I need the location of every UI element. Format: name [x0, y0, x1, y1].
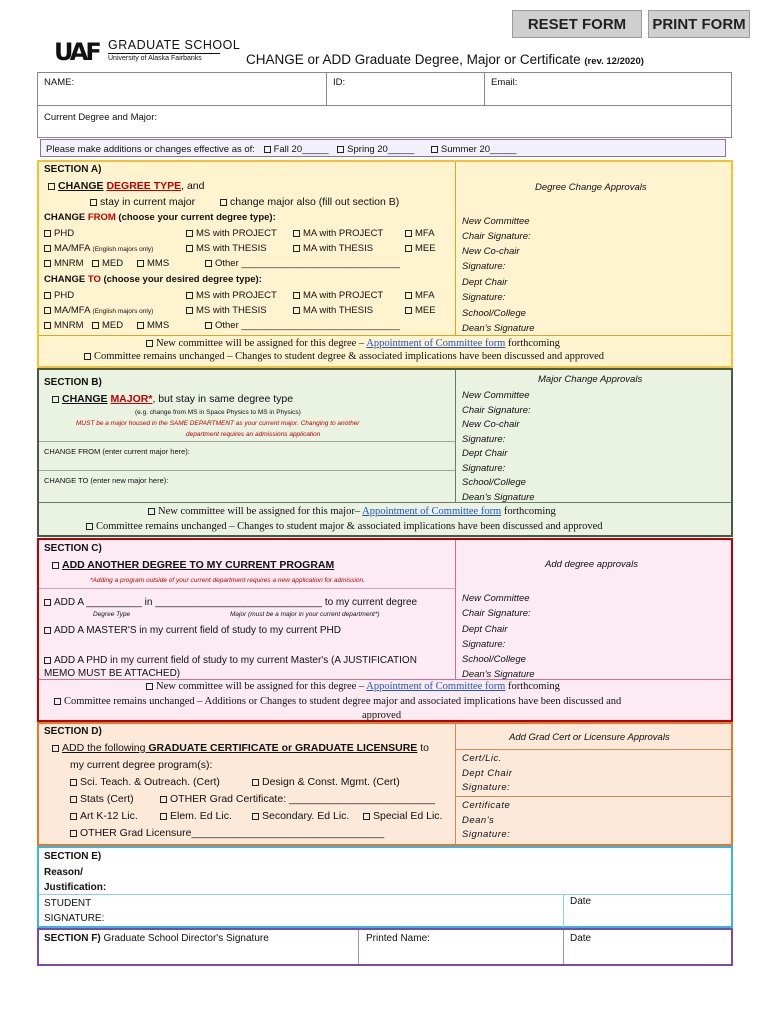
new-committee-checkbox-c[interactable]: New committee will be assigned for this degree – Appointment of Committee form forthcoming: [146, 681, 560, 692]
add-cert-checkbox[interactable]: ADD the following GRADUATE CERTIFICATE or GRADUATE LICENSURE to: [52, 742, 429, 754]
section-c-heading: SECTION C): [44, 543, 102, 554]
from-mnrm[interactable]: MNRM: [44, 258, 84, 269]
to-ma-thesis[interactable]: MA with THESIS: [293, 305, 373, 316]
approval-cert-dept-chair[interactable]: Cert/Lic. Dept Chair Signature:: [462, 753, 513, 793]
email-label: Email:: [491, 77, 518, 88]
summer-checkbox[interactable]: Summer 20_____: [431, 144, 517, 155]
section-b-heading: SECTION B): [44, 377, 102, 388]
approval-co-chair-b[interactable]: New Co-chair Signature:: [462, 419, 520, 445]
from-med[interactable]: MED: [92, 258, 123, 269]
from-ma-thesis[interactable]: MA with THESIS: [293, 243, 373, 254]
divider: [39, 335, 731, 336]
to-ma-mfa[interactable]: MA/MFA (English majors only): [44, 305, 153, 316]
effective-text: Please make additions or changes effective as of: Fall 20_____ Spring 20_____ Summer 20_____: [46, 144, 517, 155]
cert-stats[interactable]: Stats (Cert): [70, 793, 134, 805]
director-signature[interactable]: SECTION F) Graduate School Director's Signature: [44, 933, 269, 944]
divider: [455, 724, 456, 845]
approval-dean[interactable]: School/College Dean's Signature: [462, 308, 535, 334]
student-date[interactable]: Date: [570, 896, 592, 907]
divider: [456, 796, 731, 797]
lic-art[interactable]: Art K-12 Lic.: [70, 810, 138, 822]
change-from-label: CHANGE FROM (choose your current degree type):: [44, 212, 276, 223]
from-ms-project[interactable]: MS with PROJECT: [186, 228, 277, 239]
cert-approvals-heading: Add Grad Cert or Licensure Approvals: [509, 732, 670, 743]
divider: [563, 894, 564, 927]
reset-form-button[interactable]: RESET FORM: [512, 10, 642, 38]
from-ma-project[interactable]: MA with PROJECT: [293, 228, 383, 239]
new-committee-checkbox-a[interactable]: New committee will be assigned for this degree – Appointment of Committee form forthcoming: [146, 338, 560, 349]
approval-committee-chair-c[interactable]: New Committee Chair Signature:: [462, 593, 531, 619]
divider: [455, 370, 456, 502]
spring-checkbox[interactable]: Spring 20_____: [337, 144, 414, 155]
committee-form-link[interactable]: Appointment of Committee form: [366, 338, 506, 349]
to-ms-thesis[interactable]: MS with THESIS: [186, 305, 267, 316]
name-label: NAME:: [44, 77, 75, 88]
approval-dept-chair[interactable]: Dept Chair Signature:: [462, 277, 508, 303]
logo-divider: [108, 53, 220, 54]
change-to-label: CHANGE TO (choose your desired degree type):: [44, 274, 262, 285]
approval-dean-c[interactable]: School/College Dean's Signature: [462, 654, 535, 680]
director-date[interactable]: Date: [570, 933, 592, 944]
change-degree-type-checkbox[interactable]: CHANGE DEGREE TYPE, and: [48, 180, 204, 192]
cert-sci-teach[interactable]: Sci. Teach. & Outreach. (Cert): [70, 776, 220, 788]
major-approvals-heading: Major Change Approvals: [538, 374, 643, 385]
print-form-button[interactable]: PRINT FORM: [648, 10, 750, 38]
divider: [39, 502, 731, 503]
printed-name[interactable]: Printed Name:: [366, 933, 430, 944]
from-other[interactable]: Other ______________________________: [205, 258, 400, 269]
revision: (rev. 12/2020): [584, 56, 644, 67]
approval-dept-chair-c[interactable]: Dept Chair Signature:: [462, 624, 508, 650]
divider: [39, 588, 455, 589]
to-mee[interactable]: MEE: [405, 305, 436, 316]
to-other[interactable]: Other ______________________________: [205, 320, 400, 331]
divider: [358, 930, 359, 964]
change-to-major[interactable]: CHANGE TO (enter new major here):: [44, 476, 169, 485]
student-signature[interactable]: STUDENT SIGNATURE:: [44, 898, 105, 924]
divider: [39, 441, 455, 442]
to-mms[interactable]: MMS: [137, 320, 169, 331]
divider: [455, 540, 456, 679]
lic-secondary[interactable]: Secondary. Ed Lic.: [252, 810, 349, 822]
divider: [39, 894, 731, 895]
from-ma-mfa[interactable]: MA/MFA (English majors only): [44, 243, 153, 254]
id-label: ID:: [333, 77, 346, 88]
divider: [326, 72, 327, 106]
add-phd-checkbox[interactable]: ADD A PHD in my current field of study to my current Master's (A JUSTIFICATION: [44, 655, 417, 666]
degree-approvals-heading: Degree Change Approvals: [535, 182, 647, 193]
section-d-heading: SECTION D): [44, 726, 102, 737]
from-mfa[interactable]: MFA: [405, 228, 435, 239]
committee-unchanged-c-line2: approved: [362, 710, 402, 721]
committee-form-link[interactable]: Appointment of Committee form: [366, 681, 506, 692]
to-mfa[interactable]: MFA: [405, 290, 435, 301]
logo-title: GRADUATE SCHOOL: [108, 38, 241, 52]
section-a-heading: SECTION A): [44, 164, 102, 175]
add-masters-checkbox[interactable]: ADD A MASTER'S in my current field of study to my current PHD: [44, 625, 341, 636]
change-major-checkbox-b[interactable]: CHANGE MAJOR*, but stay in same degree type: [52, 393, 293, 405]
divider: [563, 930, 564, 964]
add-phd-line2: MEMO MUST BE ATTACHED): [44, 668, 181, 679]
add-degree-approvals-heading: Add degree approvals: [545, 559, 638, 570]
divider: [39, 679, 731, 680]
change-major-checkbox[interactable]: change major also (fill out section B): [220, 196, 399, 208]
to-phd[interactable]: PHD: [44, 290, 74, 301]
cert-design[interactable]: Design & Const. Mgmt. (Cert): [252, 776, 400, 788]
divider: [39, 470, 455, 471]
from-mee[interactable]: MEE: [405, 243, 436, 254]
current-degree-label: Current Degree and Major:: [44, 112, 157, 123]
to-ma-project[interactable]: MA with PROJECT: [293, 290, 383, 301]
section-b-must2: department requires an admissions application: [186, 431, 321, 438]
stay-major-checkbox[interactable]: stay in current major: [90, 196, 195, 208]
approval-committee-chair[interactable]: New Committee Chair Signature:: [462, 216, 531, 242]
name-row: [37, 72, 732, 106]
committee-unchanged-checkbox-a[interactable]: Committee remains unchanged – Changes to student degree & associated implications have been discussed and approved: [84, 351, 604, 362]
lic-elem[interactable]: Elem. Ed Lic.: [160, 810, 232, 822]
approval-committee-chair-b[interactable]: New Committee Chair Signature:: [462, 390, 531, 416]
lic-special[interactable]: Special Ed Lic.: [363, 810, 442, 822]
section-e: [37, 846, 733, 928]
from-ms-thesis[interactable]: MS with THESIS: [186, 243, 267, 254]
fall-checkbox[interactable]: Fall 20_____: [264, 144, 329, 155]
divider: [456, 749, 731, 750]
section-c-note: *Adding a program outside of your current department requires a new application for admission.: [90, 577, 365, 584]
new-committee-checkbox-b[interactable]: New committee will be assigned for this major– Appointment of Committee form forthcoming: [148, 506, 556, 517]
divider: [455, 162, 456, 335]
approval-dean-b[interactable]: School/College Dean's Signature: [462, 477, 535, 503]
form-title: CHANGE or ADD Graduate Degree, Major or Certificate (rev. 12/2020): [246, 52, 644, 67]
approval-cert-dean[interactable]: Certificate Dean's Signature:: [462, 800, 511, 840]
committee-unchanged-checkbox-b[interactable]: Committee remains unchanged – Changes to student major & associated implications have been discussed and approved: [86, 521, 603, 532]
degree-type-caption: Degree Type: [93, 611, 131, 618]
to-ms-project[interactable]: MS with PROJECT: [186, 290, 277, 301]
major-caption: Major (must be a major in your current department*): [230, 611, 380, 618]
section-e-heading[interactable]: SECTION E) Reason/ Justification:: [44, 851, 107, 893]
add-a-degree-checkbox[interactable]: ADD A __________ in ______________________________ to my current degree: [44, 597, 417, 608]
divider: [484, 72, 485, 106]
approval-co-chair[interactable]: New Co-chair Signature:: [462, 246, 520, 272]
committee-form-link[interactable]: Appointment of Committee form: [362, 506, 502, 517]
uaf-logo: UAF: [54, 38, 99, 66]
section-b-must: MUST be a major housed in the SAME DEPARTMENT as your current major. Changing to another: [76, 420, 360, 427]
add-degree-checkbox[interactable]: ADD ANOTHER DEGREE TO MY CURRENT PROGRAM: [52, 559, 334, 571]
from-mms[interactable]: MMS: [137, 258, 169, 269]
approval-dept-chair-b[interactable]: Dept Chair Signature:: [462, 448, 508, 474]
to-med[interactable]: MED: [92, 320, 123, 331]
to-mnrm[interactable]: MNRM: [44, 320, 84, 331]
section-b-example: (e.g. change from MS in Space Physics to MS in Physics): [135, 409, 301, 416]
logo-subtitle: University of Alaska Fairbanks: [108, 55, 202, 62]
change-from-major[interactable]: CHANGE FROM (enter current major here):: [44, 447, 190, 456]
lic-other[interactable]: OTHER Grad Licensure_________________________________: [70, 827, 384, 839]
add-cert-line2: my current degree program(s):: [70, 759, 213, 771]
from-phd[interactable]: PHD: [44, 228, 74, 239]
committee-unchanged-checkbox-c[interactable]: Committee remains unchanged – Additions or Changes to student degree major and associated implications have been discussed and: [54, 696, 621, 707]
cert-other[interactable]: OTHER Grad Certificate: _________________________: [160, 793, 435, 805]
